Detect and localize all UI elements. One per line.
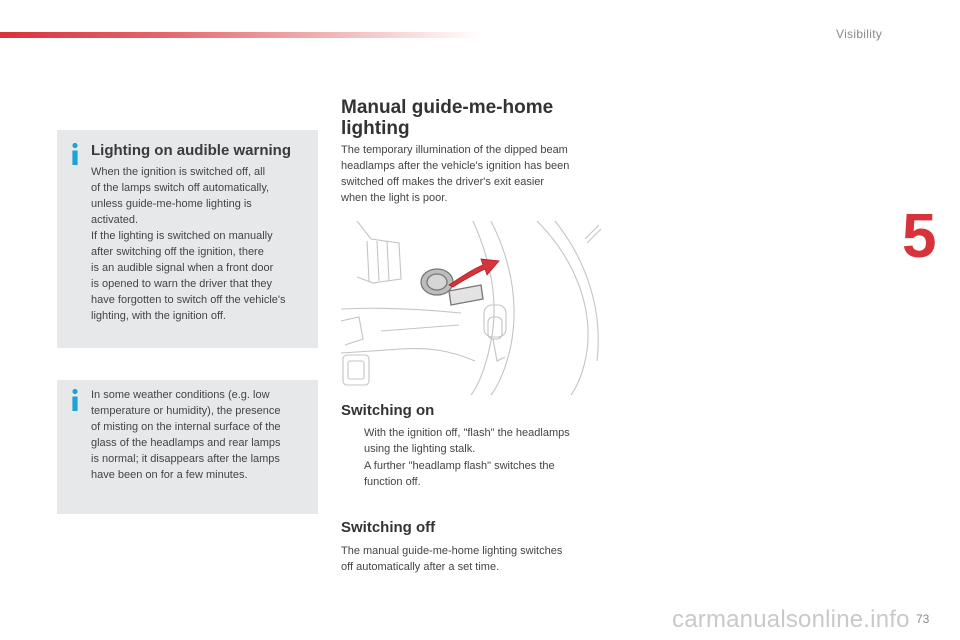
watermark: carmanualsonline.info bbox=[672, 606, 910, 633]
list-item: With the ignition off, "flash" the headlamps using the lighting stalk. bbox=[364, 427, 570, 455]
top-accent-rule bbox=[0, 32, 480, 38]
info-box-title: Lighting on audible warning bbox=[91, 142, 291, 159]
info-box-text: In some weather conditions (e.g. low temperature or humidity), the presence of misting on the internal surface of the glass of the headlamps and rear lamps is normal; it disappears after the lamps have been on for a few minutes. bbox=[91, 389, 281, 481]
info-box-text: When the ignition is switched off, all of the lamps switch off automatically, unless guide-me-home lighting is activated. If the lighting is switched on manually after switching off the ignition, there is an audible signal when a front door is opened to warn the driver that they have forgotten to switch off the vehicle's lighting, with the ignition off. bbox=[91, 166, 286, 322]
info-box-misting bbox=[57, 380, 318, 514]
page-title: Manual guide-me-home lighting bbox=[341, 97, 554, 139]
section-name: Visibility bbox=[836, 27, 883, 41]
switching-on-heading: Switching on bbox=[341, 402, 435, 419]
info-box-audible-warning bbox=[57, 130, 318, 348]
info-icon bbox=[69, 388, 81, 412]
intro-paragraph: The temporary illumination of the dipped beam headlamps after the vehicle's ignition has been switched off makes the driver's exit easier when the light is poor. bbox=[341, 144, 570, 204]
switching-off-paragraph: The manual guide-me-home lighting switches off automatically after a set time. bbox=[341, 545, 563, 573]
switching-on-list bbox=[341, 425, 603, 491]
info-icon bbox=[69, 142, 81, 166]
page-number: 73 bbox=[916, 612, 930, 626]
list-item: A further "headlamp flash" switches the function off. bbox=[364, 460, 555, 488]
lighting-stalk-illustration bbox=[341, 221, 601, 395]
switching-off-heading: Switching off bbox=[341, 519, 436, 536]
chapter-number: 5 bbox=[902, 202, 937, 271]
